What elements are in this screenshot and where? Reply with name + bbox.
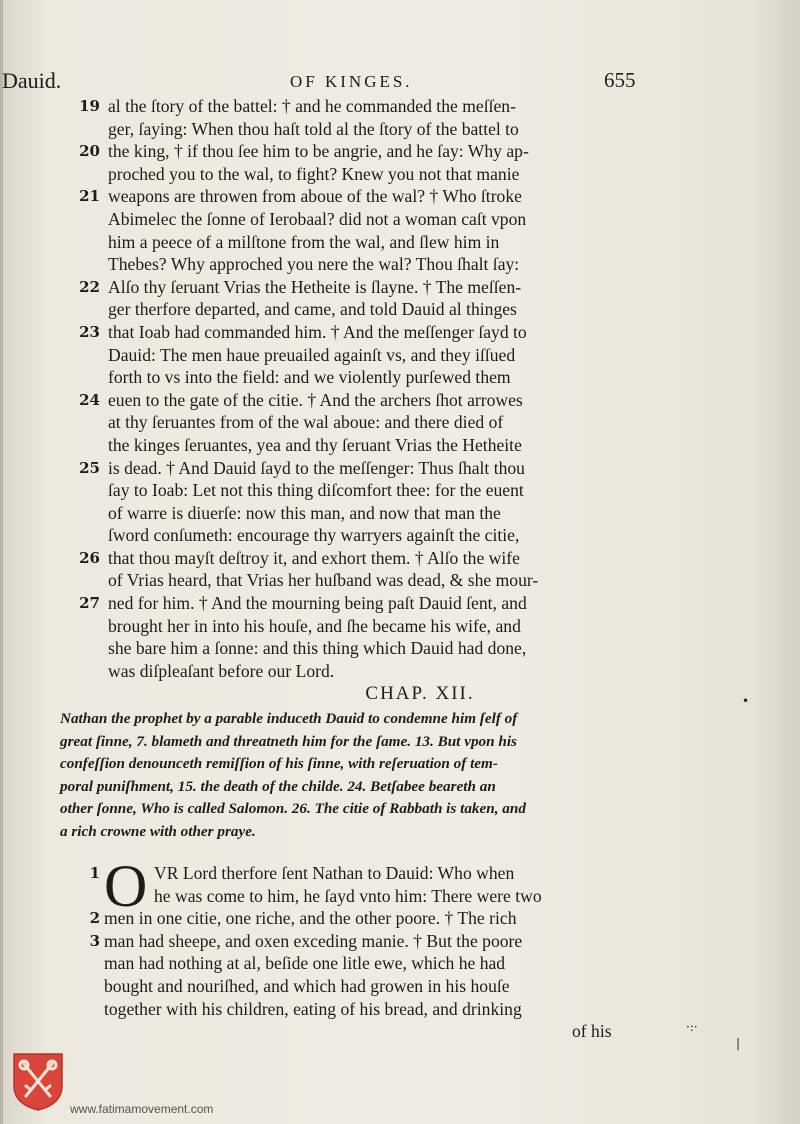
text-line [0, 231, 800, 254]
chapter-text-block [0, 853, 800, 1043]
line-text: ſay to Ioab: Let not this thing diſcomfort thee: for the euent [108, 480, 524, 501]
chapter-heading: CHAP. XII. [365, 683, 475, 704]
line-text: euen to the gate of the citie. † And the archers ſhot arrowes [108, 389, 523, 410]
line-text: is dead. † And Dauid ſayd to the meſſenger: Thus ſhalt thou [108, 457, 525, 478]
verse-number: 19 [79, 97, 100, 115]
line-text: weapons are throwen from aboue of the wal? † Who ſtroke [108, 186, 522, 207]
line-text: ned for him. † And the mourning being paſt Dauid ſent, and [108, 593, 527, 614]
text-line [0, 457, 800, 480]
text-line [0, 163, 800, 186]
line-text: she bare him a ſonne: and this thing which Dauid had done, [108, 638, 527, 659]
verse-number: 1 [89, 864, 100, 882]
text-line [0, 140, 800, 163]
running-head-left: Dauid. [2, 68, 62, 93]
line-text: the kinges ſeruantes, yea and thy ſeruant Vrias the Hetheite [108, 434, 522, 455]
verse-number: 27 [79, 594, 100, 613]
verse-number: 3 [89, 931, 100, 950]
catchword: of his [572, 1021, 612, 1042]
text-line [0, 862, 800, 885]
line-text: ger therfore departed, and came, and told Dauid al thinges [108, 299, 517, 320]
text-line [0, 434, 800, 457]
line-text: was diſpleaſant before our Lord. [108, 660, 335, 681]
text-line [0, 907, 800, 930]
line-text: ger, ſaying: When thou haſt told al the ſtory of the battel to [108, 118, 519, 139]
verse-number: 26 [79, 548, 100, 567]
margin-mark: • [742, 694, 750, 708]
text-line [0, 660, 800, 683]
line-text: that Ioab had commanded him. † And the meſſenger ſayd to [108, 321, 527, 342]
margin-mark: | [736, 1036, 741, 1050]
line-text: men in one citie, one riche, and the other poore. † The rich [104, 908, 517, 929]
line-text: Dauid: The men haue preuailed againſt vs, and they iſſued [108, 344, 516, 365]
verse-number: 2 [89, 909, 100, 928]
text-line [0, 344, 800, 367]
text-line [0, 298, 800, 321]
line-text: the king, † if thou ſee him to be angrie, and he ſay: Why ap- [108, 141, 529, 162]
text-line [0, 524, 800, 547]
line-text: VR Lord therfore ſent Nathan to Dauid: Who when [154, 863, 515, 883]
line-text: man had nothing at al, beſide one litle ewe, which he had [104, 953, 506, 974]
text-line [0, 118, 800, 141]
text-line [0, 366, 800, 389]
drop-cap: O [104, 853, 148, 919]
text-line [0, 185, 800, 208]
chapter-summary [60, 708, 760, 844]
text-line [0, 592, 800, 615]
footer-url[interactable]: www.fatimamovement.com [70, 1102, 214, 1116]
text-line [0, 952, 800, 975]
line-text: Alſo thy ſeruant Vrias the Hetheite is ſlayne. † The meſſen- [108, 276, 522, 297]
text-line [0, 998, 800, 1021]
verse-number: 20 [79, 142, 100, 161]
text-line [0, 547, 800, 570]
summary-line: other ſonne, Who is called Salomon. 26. The citie of Rabbath is taken, and [60, 800, 526, 818]
text-line [0, 208, 800, 231]
text-line [0, 95, 800, 118]
text-line [0, 930, 800, 953]
line-text: of warre is diuerſe: now this man, and now that man the [108, 502, 501, 523]
line-text: at thy ſeruantes from of the wal aboue: and there died of [108, 412, 504, 433]
text-line [0, 502, 800, 525]
line-text: brought her in into his houſe, and ſhe became his wife, and [108, 615, 521, 636]
line-text: ſword conſumeth: encourage thy warryers againſt the citie, [108, 525, 520, 546]
line-text: Abimelec the ſonne of Ierobaal? did not a woman caſt vpon [108, 208, 527, 229]
line-text: proched you to the wal, to fight? Knew you not that manie [108, 163, 520, 184]
text-line [0, 411, 800, 434]
verse-number: 23 [79, 322, 100, 341]
summary-line: Nathan the prophet by a parable induceth Dauid to condemne him ſelf of [60, 710, 518, 727]
line-text: bought and nouriſhed, and which had growen in his houſe [104, 975, 510, 996]
line-text: him a peece of a milſtone from the wal, and ſlew him in [108, 231, 500, 252]
page-number: 655 [604, 68, 636, 92]
line-text: Thebes? Why approched you nere the wal? Thou ſhalt ſay: [108, 254, 520, 275]
margin-mark: ·:· [686, 1020, 698, 1034]
line-text: forth to vs into the field: and we violently purſewed them [108, 367, 511, 388]
text-line [0, 975, 800, 998]
papal-keys-emblem-icon [12, 1052, 64, 1112]
summary-line: great ſinne, 7. blameth and threatneth him for the ſame. 13. But vpon his [60, 732, 517, 750]
verse-number: 25 [79, 458, 100, 477]
verse-number: 24 [79, 390, 100, 409]
text-line [0, 885, 800, 908]
verse-number: 21 [79, 187, 100, 206]
summary-line: a rich crowne with other praye. [60, 822, 256, 840]
summary-line: poral puniſhment, 15. the death of the childe. 24. Betſabee beareth an [60, 777, 496, 795]
verse-number: 22 [79, 277, 100, 296]
text-line [0, 569, 800, 592]
text-line [0, 1020, 800, 1043]
line-text: together with his children, eating of his bread, and drinking [104, 998, 522, 1019]
text-line [0, 479, 800, 502]
line-text: al the ſtory of the battel: † and he commanded the meſſen- [108, 96, 516, 116]
line-text: man had sheepe, and oxen exceding manie. † But the poore [104, 930, 523, 951]
summary-line: confeſſion denounceth remiſſion of his ſinne, with reſeruation of tem- [60, 755, 498, 773]
line-text: of Vrias heard, that Vrias her huſband was dead, & she mour- [108, 570, 539, 591]
text-line [0, 389, 800, 412]
text-line [0, 253, 800, 276]
text-line [0, 321, 800, 344]
text-line [0, 276, 800, 299]
running-head-title: OF KINGES. [290, 72, 413, 91]
verse-text-block [0, 95, 800, 682]
page-header [0, 68, 800, 98]
text-line [0, 615, 800, 638]
line-text: that thou mayſt deſtroy it, and exhort them. † Alſo the wife [108, 547, 520, 568]
text-line [0, 637, 800, 660]
line-text: he was come to him, he ſayd vnto him: There were two [154, 885, 542, 906]
